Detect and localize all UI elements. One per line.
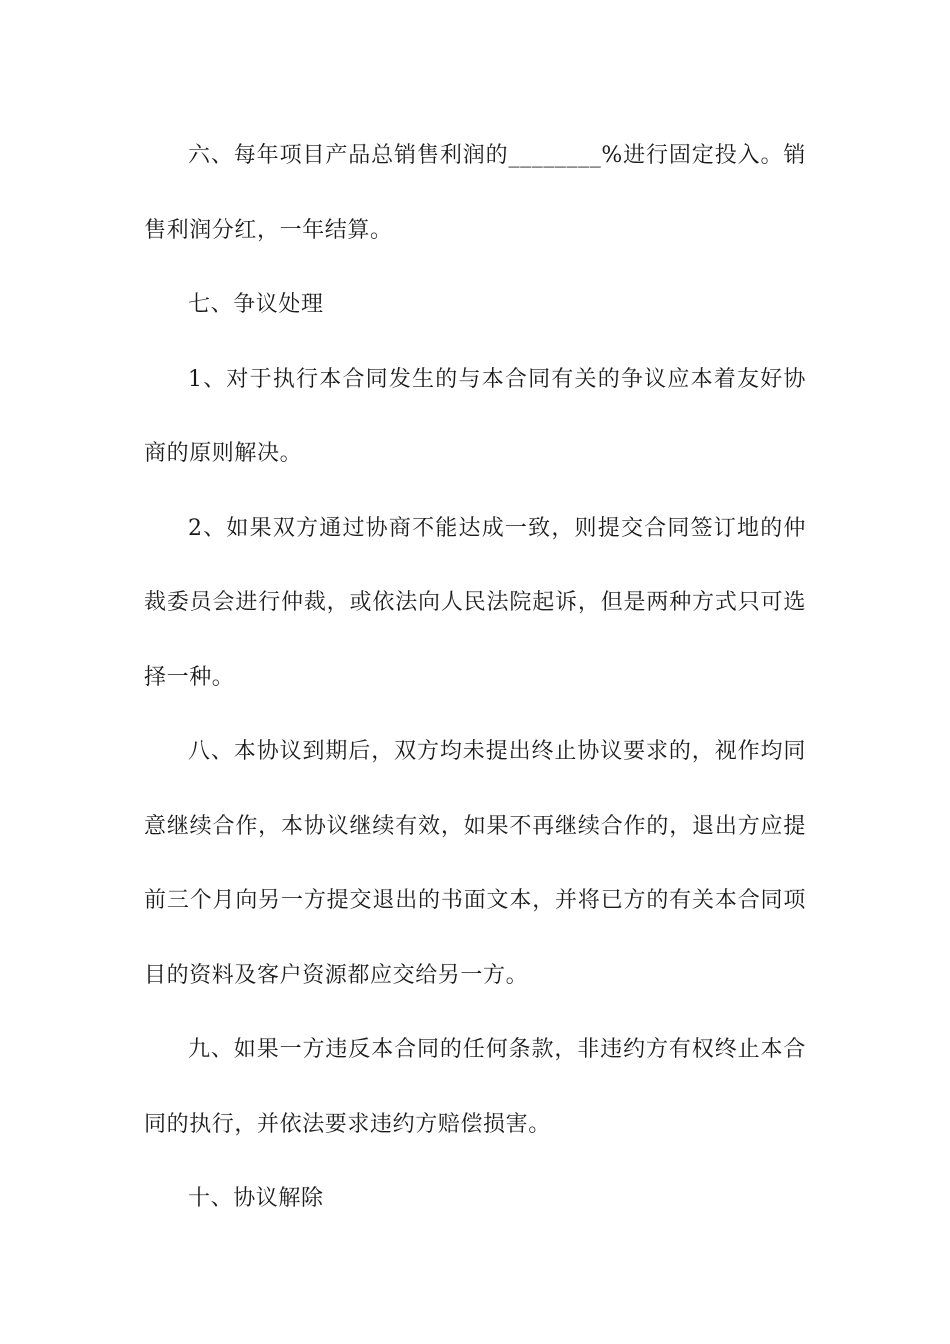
clause-seven-item-1: 1、对于执行本合同发生的与本合同有关的争议应本着友好协商的原则解决。 <box>144 366 806 466</box>
document-body <box>144 119 806 1237</box>
clause-seven-heading: 七、争议处理 <box>188 292 324 317</box>
clause-ten-heading: 十、协议解除 <box>188 1186 324 1211</box>
clause-six-profit-investment: 六、每年项目产品总销售利润的________%进行固定投入。销售利润分红，一年结算。 <box>144 143 806 243</box>
clause-seven-item-2: 2、如果双方通过协商不能达成一致，则提交合同签订地的仲裁委员会进行仲裁，或依法向人民法院起诉，但是两种方式只可选择一种。 <box>144 515 806 690</box>
clause-nine-breach: 九、如果一方违反本合同的任何条款，非违约方有权终止本合同的执行，并依法要求违约方赔偿损害。 <box>144 1037 806 1137</box>
clause-eight-renewal: 八、本协议到期后，双方均未提出终止协议要求的，视作均同意继续合作，本协议继续有效，如果不再继续合作的，退出方应提前三个月向另一方提交退出的书面文本，并将已方的有关本合同项目的资料及客户资源都应交给另一方。 <box>144 739 806 988</box>
